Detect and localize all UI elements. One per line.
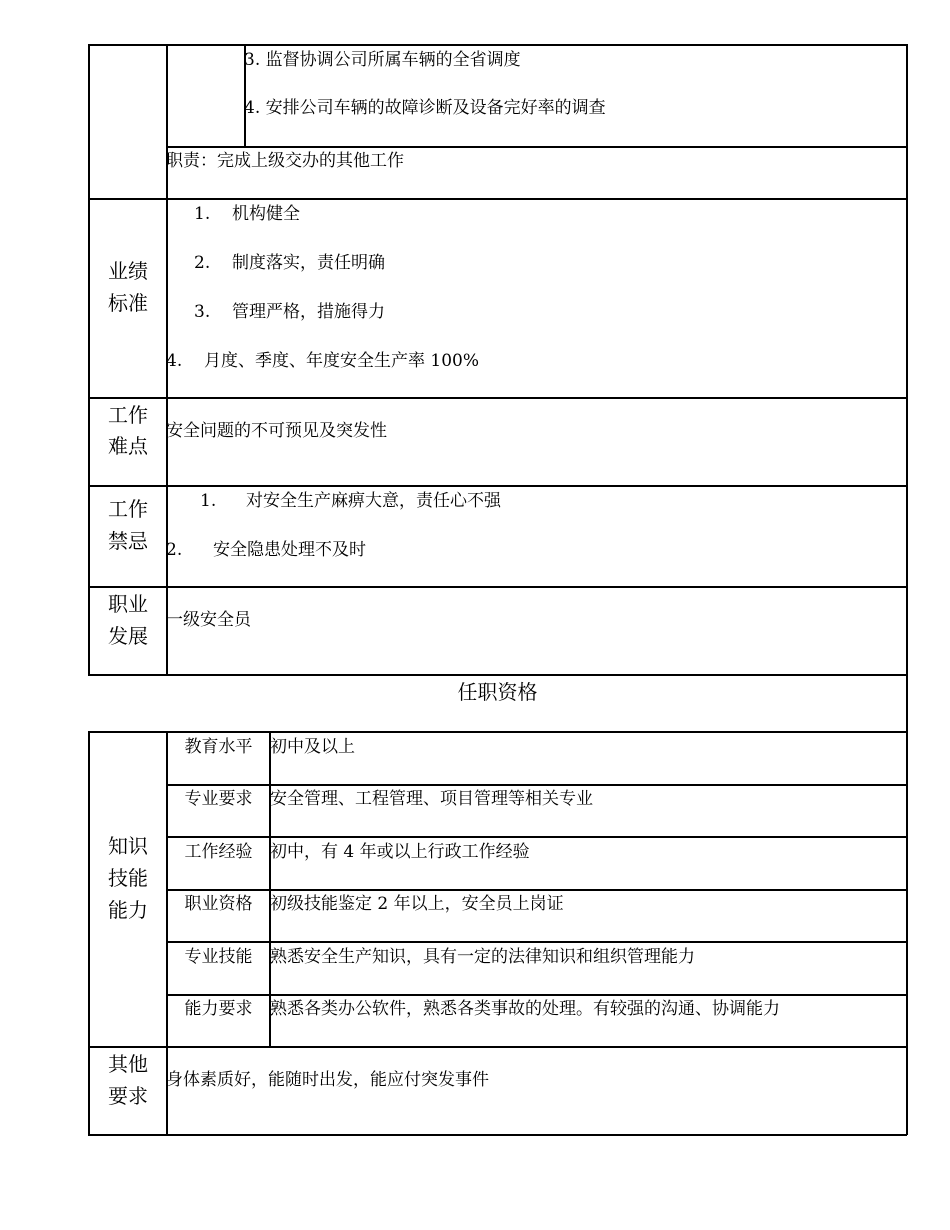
taboo-item-text: 对安全生产麻痹大意，责任心不强 <box>246 491 501 511</box>
performance-label: 业绩 <box>108 259 148 283</box>
qualification-title: 任职资格 <box>457 680 538 704</box>
performance-item-text: 月度、季度、年度安全生产率 100% <box>204 351 480 371</box>
performance-item-text: 机构健全 <box>232 204 300 224</box>
qualification-value: 初级技能鉴定 2 年以上，安全员上岗证 <box>270 894 564 914</box>
table-border <box>88 44 90 675</box>
table-border <box>166 994 907 996</box>
qualification-value: 安全管理、工程管理、项目管理等相关专业 <box>270 789 593 809</box>
table-border <box>88 44 907 46</box>
table-border <box>88 586 907 588</box>
taboo-item-number: 1. <box>200 491 217 511</box>
performance-item-number: 2. <box>194 253 211 273</box>
table-border <box>88 198 907 200</box>
taboo-item-number: 2. <box>166 540 183 560</box>
table-border <box>88 674 907 676</box>
other-label: 其他 <box>108 1052 148 1076</box>
other-text: 身体素质好，能随时出发，能应付突发事件 <box>166 1070 489 1090</box>
qualification-key: 专业技能 <box>184 947 253 967</box>
table-border <box>88 397 907 399</box>
taboo-label: 工作 <box>108 497 148 521</box>
qualification-key: 能力要求 <box>184 999 253 1019</box>
table-border <box>88 1046 907 1048</box>
table-border <box>166 889 907 891</box>
qualification-label: 知识 <box>108 834 148 858</box>
other-duty-text: 职责：完成上级交办的其他工作 <box>166 151 404 171</box>
table-border <box>166 941 907 943</box>
taboo-item-text: 安全隐患处理不及时 <box>213 540 366 560</box>
other-label: 要求 <box>108 1084 148 1108</box>
performance-item-text: 制度落实，责任明确 <box>232 253 385 273</box>
performance-item-text: 管理严格，措施得力 <box>232 302 385 322</box>
table-border <box>88 1134 907 1136</box>
table-border <box>166 784 907 786</box>
qualification-value: 熟悉各类办公软件，熟悉各类事故的处理。有较强的沟通、协调能力 <box>270 999 780 1019</box>
qualification-label: 技能 <box>108 866 148 890</box>
responsibility-subitem: 3. 监督协调公司所属车辆的全省调度 <box>244 50 521 70</box>
career-text: 一级安全员 <box>166 610 251 630</box>
table-border <box>88 731 907 733</box>
table-border <box>166 146 907 148</box>
qualification-key: 教育水平 <box>184 737 253 757</box>
performance-item-number: 1. <box>194 204 211 224</box>
difficulty-label: 工作 <box>108 403 148 427</box>
performance-item-number: 4. <box>166 351 183 371</box>
difficulty-label: 难点 <box>108 434 148 458</box>
career-label: 职业 <box>108 592 148 616</box>
performance-label: 标准 <box>108 291 148 315</box>
qualification-label: 能力 <box>108 898 148 922</box>
performance-item-number: 3. <box>194 302 211 322</box>
career-label: 发展 <box>108 624 148 648</box>
responsibility-subitem: 4. 安排公司车辆的故障诊断及设备完好率的调查 <box>244 98 606 118</box>
qualification-key: 工作经验 <box>184 842 253 862</box>
taboo-label: 禁忌 <box>108 529 148 553</box>
qualification-key: 专业要求 <box>184 789 253 809</box>
table-border <box>88 485 907 487</box>
qualification-value: 初中及以上 <box>270 737 355 757</box>
qualification-value: 初中，有 4 年或以上行政工作经验 <box>270 842 530 862</box>
qualification-key: 职业资格 <box>184 894 253 914</box>
table-border <box>166 836 907 838</box>
difficulty-text: 安全问题的不可预见及突发性 <box>166 421 387 441</box>
table-border <box>906 44 908 1135</box>
qualification-value: 熟悉安全生产知识，具有一定的法律知识和组织管理能力 <box>270 947 695 967</box>
